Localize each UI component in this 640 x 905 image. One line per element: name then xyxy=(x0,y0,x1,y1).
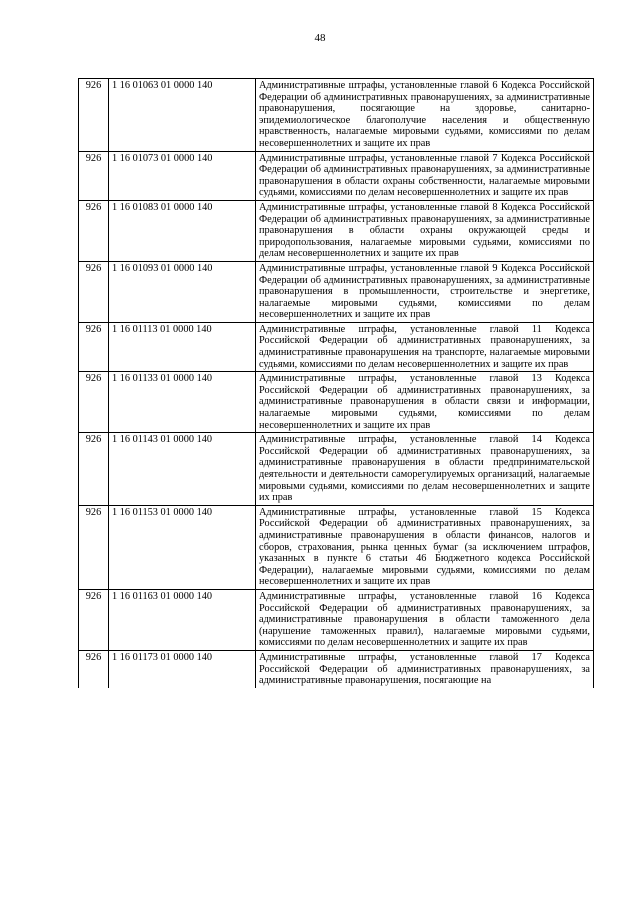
table-row xyxy=(79,589,594,650)
description-cell: Административные штрафы, установленные главой 11 Кодекса Российской Федерации об административных правонарушениях, за административные правонарушения на транспорте, налагаемые мировыми судьями, комиссиями по делам несовершеннолетних и защите их прав xyxy=(256,322,594,371)
table-row xyxy=(79,650,594,687)
budget-code-cell: 1 16 01153 01 0000 140 xyxy=(109,505,256,589)
admin-code-cell: 926 xyxy=(79,79,109,152)
description-cell: Административные штрафы, установленные главой 9 Кодекса Российской Федерации об административных правонарушениях, за административные правонарушения в промышленности, строительстве и энергетике, налагаемые мировыми судьями, комиссиями по делам несовершеннолетних и защите их прав xyxy=(256,261,594,322)
admin-code-cell: 926 xyxy=(79,372,109,433)
admin-code-cell: 926 xyxy=(79,151,109,200)
table-body xyxy=(79,79,594,688)
table-row xyxy=(79,261,594,322)
budget-code-cell: 1 16 01073 01 0000 140 xyxy=(109,151,256,200)
table-row xyxy=(79,79,594,152)
admin-code-cell: 926 xyxy=(79,505,109,589)
admin-code-cell: 926 xyxy=(79,261,109,322)
budget-code-cell: 1 16 01133 01 0000 140 xyxy=(109,372,256,433)
table-row xyxy=(79,200,594,261)
budget-code-cell: 1 16 01063 01 0000 140 xyxy=(109,79,256,152)
table-row xyxy=(79,505,594,589)
budget-code-cell: 1 16 01083 01 0000 140 xyxy=(109,200,256,261)
description-cell: Административные штрафы, установленные главой 17 Кодекса Российской Федерации об административных правонарушениях, за административные правонарушения, посягающие на xyxy=(256,650,594,687)
admin-code-cell: 926 xyxy=(79,200,109,261)
description-cell: Административные штрафы, установленные главой 15 Кодекса Российской Федерации об административных правонарушениях, за административные правонарушения в области финансов, налогов и сборов, страхования, рынка ценных бумаг (за исключением штрафов, указанных в пункте 6 статьи 46 Бюджетного кодекса Российской Федерации), налагаемые мировыми судьями, комиссиями по делам несовершеннолетних и защите их прав xyxy=(256,505,594,589)
budget-code-cell: 1 16 01113 01 0000 140 xyxy=(109,322,256,371)
table-row xyxy=(79,151,594,200)
description-cell: Административные штрафы, установленные главой 8 Кодекса Российской Федерации об административных правонарушениях, за административные правонарушения в области охраны окружающей среды и природопользования, налагаемые мировыми судьями, комиссиями по делам несовершеннолетних и защите их прав xyxy=(256,200,594,261)
budget-codes-table xyxy=(78,78,594,688)
admin-code-cell: 926 xyxy=(79,589,109,650)
description-cell: Административные штрафы, установленные главой 16 Кодекса Российской Федерации об административных правонарушениях, за административные правонарушения в области таможенного дела (нарушение таможенных правил), налагаемые мировыми судьями, комиссиями по делам несовершеннолетних и защите их прав xyxy=(256,589,594,650)
table-row xyxy=(79,372,594,433)
budget-code-cell: 1 16 01163 01 0000 140 xyxy=(109,589,256,650)
description-cell: Административные штрафы, установленные главой 13 Кодекса Российской Федерации об административных правонарушениях, за административные правонарушения в области связи и информации, налагаемые мировыми судьями, комиссиями по делам несовершеннолетних и защите их прав xyxy=(256,372,594,433)
table-row xyxy=(79,322,594,371)
page-number: 48 xyxy=(314,32,326,44)
description-cell: Административные штрафы, установленные главой 7 Кодекса Российской Федерации об административных правонарушениях, за административные правонарушения в области охраны собственности, налагаемые мировыми судьями, комиссиями по делам несовершеннолетних и защите их прав xyxy=(256,151,594,200)
admin-code-cell: 926 xyxy=(79,433,109,506)
description-cell: Административные штрафы, установленные главой 14 Кодекса Российской Федерации об административных правонарушениях, за административные правонарушения в области предпринимательской деятельности и деятельности саморегулируемых организаций, налагаемые мировыми судьями, комиссиями по делам несовершеннолетних и защите их прав xyxy=(256,433,594,506)
table-row xyxy=(79,433,594,506)
description-cell: Административные штрафы, установленные главой 6 Кодекса Российской Федерации об административных правонарушениях, за административные правонарушения, посягающие на здоровье, санитарно-эпидемиологическое благополучие населения и общественную нравственность, налагаемые мировыми судьями, комиссиями по делам несовершеннолетних и защите их прав xyxy=(256,79,594,152)
budget-code-cell: 1 16 01093 01 0000 140 xyxy=(109,261,256,322)
admin-code-cell: 926 xyxy=(79,650,109,687)
budget-code-cell: 1 16 01173 01 0000 140 xyxy=(109,650,256,687)
budget-code-cell: 1 16 01143 01 0000 140 xyxy=(109,433,256,506)
admin-code-cell: 926 xyxy=(79,322,109,371)
